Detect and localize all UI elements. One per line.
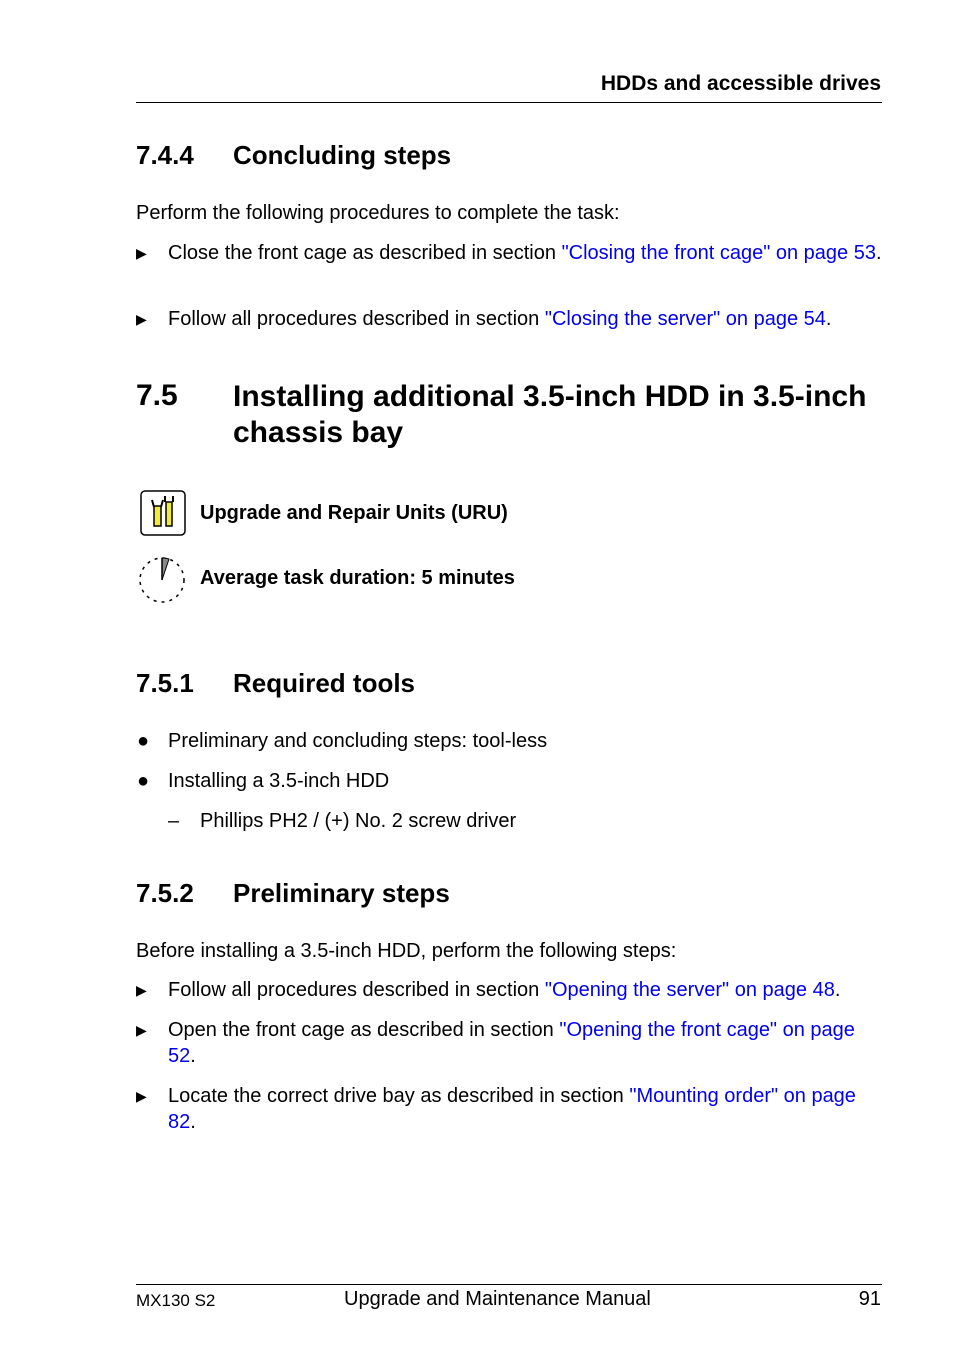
section-number: 7.4.4 [136, 140, 194, 170]
concluding-intro: Perform the following procedures to complete the task: [136, 202, 620, 224]
step-punct: . [875, 242, 882, 264]
dash-icon: – [168, 810, 180, 832]
bullet-text: Preliminary and concluding steps: tool-less [168, 730, 548, 752]
sub-item-text: Phillips PH2 / (+) No. 2 screw driver [200, 810, 517, 832]
step-punct: . [834, 979, 841, 1001]
triangle-right-icon: ▶ [136, 982, 147, 998]
step-punct: . [825, 308, 832, 330]
running-header: HDDs and accessible drives [600, 72, 881, 95]
triangle-right-icon: ▶ [136, 1022, 147, 1038]
triangle-right-icon: ▶ [136, 245, 147, 261]
uru-label: Upgrade and Repair Units (URU) [200, 502, 508, 524]
footer-model: MX130 S2 [136, 1291, 216, 1310]
section-number: 7.5 [136, 379, 178, 412]
opening-front-cage-link[interactable]: "Opening the front cage" on page 52 [168, 1019, 855, 1067]
closing-front-cage-link[interactable]: "Closing the front cage" on page 53 [561, 242, 876, 264]
wrench-tools-icon [140, 490, 186, 536]
step-text: Locate the correct drive bay as described in section [168, 1085, 630, 1107]
footer-page-number: 91 [858, 1288, 881, 1310]
step-text: Open the front cage as described in section [168, 1019, 560, 1041]
bullet-text: Installing a 3.5-inch HDD [168, 770, 390, 792]
stopwatch-icon [137, 555, 187, 605]
closing-server-link[interactable]: "Closing the server" on page 54 [544, 308, 826, 330]
footer-manual-title: Upgrade and Maintenance Manual [344, 1288, 651, 1310]
triangle-right-icon: ▶ [136, 1088, 147, 1104]
section-title: Concluding steps [233, 140, 452, 170]
section-number: 7.5.1 [136, 668, 194, 698]
black-circle-icon: ● [137, 730, 150, 752]
step-text: Follow all procedures described in section [168, 308, 545, 330]
black-circle-icon: ● [137, 770, 150, 792]
section-title: Required tools [233, 668, 416, 698]
footer-rule [136, 1284, 882, 1285]
step-text: Follow all procedures described in section [168, 979, 545, 1001]
step-text: Close the front cage as described in section [168, 242, 562, 264]
step-punct: . [190, 1045, 196, 1067]
step-punct: . [190, 1111, 196, 1133]
section-number: 7.5.2 [136, 878, 194, 908]
preliminary-intro: Before installing a 3.5-inch HDD, perform the following steps: [136, 940, 677, 962]
section-title: Installing additional 3.5-inch HDD in 3.5-inch chassis bay [233, 380, 867, 449]
mounting-order-link[interactable]: "Mounting order" on page 82 [168, 1085, 856, 1133]
opening-server-link[interactable]: "Opening the server" on page 48 [544, 979, 835, 1001]
triangle-right-icon: ▶ [136, 311, 147, 327]
duration-label: Average task duration: 5 minutes [200, 567, 515, 589]
header-rule [136, 102, 882, 103]
section-title: Preliminary steps [233, 878, 450, 908]
